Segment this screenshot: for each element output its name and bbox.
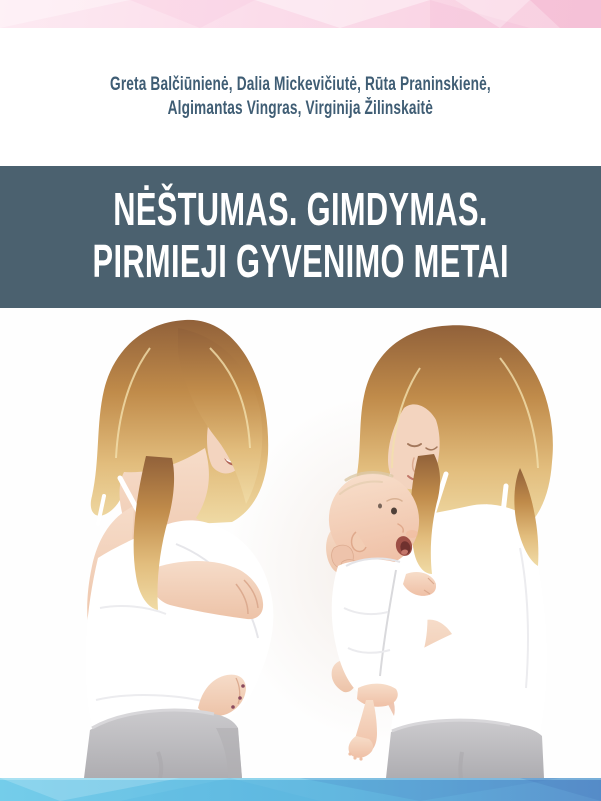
- title-line-2: PIRMIEJI GYVENIMO METAI: [92, 235, 509, 287]
- authors-block: [0, 28, 601, 166]
- authors-line-1: Greta Balčiūnienė, Dalia Mickevičiutė, Rūta Praninskienė,: [110, 74, 491, 95]
- photo-illustration: [0, 308, 601, 778]
- top-decorative-band: [0, 0, 601, 28]
- title-line-1: NĖŠTUMAS. GIMDYMAS.: [113, 183, 488, 235]
- title-banner: [0, 166, 601, 308]
- pink-facets-graphic: [0, 0, 601, 28]
- cover-photo: [0, 308, 601, 778]
- blue-facets-graphic: [0, 778, 601, 801]
- authors-line-2: Algimantas Vingras, Virginija Žilinskaitė: [167, 98, 434, 119]
- bottom-decorative-band: [0, 778, 601, 801]
